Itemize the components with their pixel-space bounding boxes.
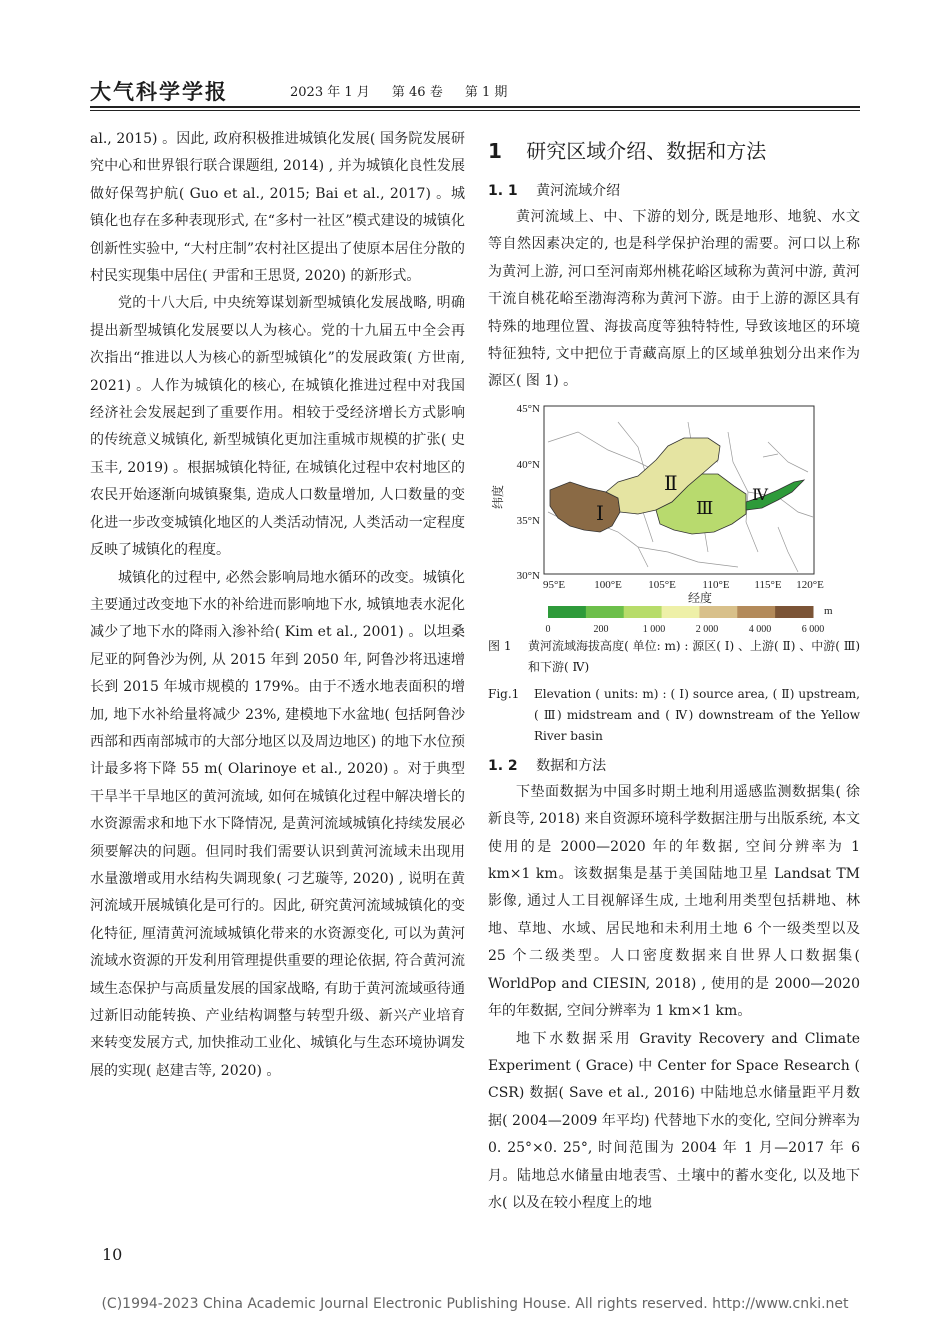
lon-tick: 115°E bbox=[754, 578, 782, 591]
subsection-number: 1. 2 bbox=[488, 757, 518, 774]
lon-tick: 120°E bbox=[796, 578, 824, 591]
x-axis-label: 经度 bbox=[687, 590, 713, 605]
issue-info bbox=[290, 81, 525, 100]
figure-caption-cn bbox=[488, 636, 860, 678]
colorbar bbox=[548, 606, 814, 618]
subsection-number: 1. 1 bbox=[488, 183, 518, 199]
header-rule bbox=[90, 106, 860, 111]
caption-text: 黄河流域海拔高度( 单位: m) : 源区( Ⅰ) 、上游( Ⅱ) 、中游( Ⅲ) 和下游( Ⅳ) bbox=[528, 638, 860, 674]
lon-tick: 110°E bbox=[702, 578, 730, 591]
caption-text: Elevation ( units: m) : ( Ⅰ) source area, ( Ⅱ) upstream, ( Ⅲ) midstream and ( Ⅳ) downstream of the Yellow River basin bbox=[534, 686, 860, 743]
lon-tick: 95°E bbox=[542, 578, 566, 591]
colorbar-tick: 6 000 bbox=[801, 623, 825, 632]
lat-tick: 30°N bbox=[516, 569, 540, 582]
colorbar-segment bbox=[737, 606, 775, 618]
subsection-title-text: 数据和方法 bbox=[536, 757, 607, 774]
region-label-iv: Ⅳ bbox=[752, 484, 768, 504]
lat-tick: 40°N bbox=[516, 458, 540, 471]
colorbar-segment bbox=[662, 606, 700, 618]
figure-elevation-map bbox=[488, 402, 860, 632]
year-month: 2023 年 1 月 bbox=[290, 85, 370, 100]
copyright-footer: (C)1994-2023 China Academic Journal Electronic Publishing House. All rights reserved. http://www.cnki.net bbox=[101, 1296, 849, 1312]
colorbar-unit: m bbox=[824, 604, 833, 617]
paragraph: 城镇化的过程中, 必然会影响局地水循环的改变。城镇化主要通过改变地下水的补给进而影响地下水, 城镇地表水泥化减少了地下水的降雨入渗补给( Kim et al., 2001) 。以坦桑尼亚的阿鲁沙为例, 从 2015 年到 2050 年, 阿鲁沙将迅速增长到 2015 年城市规模的 179%。由于不透水地表面积的增加, 地下水补给量将减少 23%, 建模地下水盆地( 包括阿鲁沙西部和西南部城市的大部分地区以及周边地区) 的地下水位预计最多将下降 55 m( Olarinoye et al., 2020) 。对于典型干旱半干旱地区的黄河流域, 如何在城镇化过程中解决增长的水资源需求和地下水下降情况, 是黄河流域城镇化持续发展必须要解决的问题。但同时我们需要认识到黄河流域未出现用水量激增或用水结构失调现象( 刁艺璇等, 2020) , 说明在黄河流域开展城镇化是可行的。因此, 研究黄河流域城镇化的变化特征, 厘清黄河流域城镇化带来的水资源变化, 可以为黄河流域水资源的开发利用管理提供重要的理论依据, 符合黄河流域生态保护与高质量发展的国家战略, 有助于黄河流域亟待通过新旧动能转换、产业结构调整与转型升级、新兴产业培育来转变发展方式, 加快推动工业化、城镇化与生态环境协调发展的实现( 赵建吉等, 2020) 。 bbox=[90, 569, 465, 1079]
colorbar-tick: 4 000 bbox=[748, 623, 772, 632]
paragraph: al., 2015) 。因此, 政府积极推进城镇化发展( 国务院发展研究中心和世界银行联合课题组, 2014) , 并为城镇化良性发展做好保驾护航( Guo et al., 2015; Bai et al., 2017) 。城镇化也存在多种表现形式, 在“多村一社区”模式建设的城镇化创新性实验中, “大村庄制”农村社区提出了使原本居住分散的村民实现集中居住( 尹雷和王思贤, 2020) 的新形式。 bbox=[90, 131, 465, 285]
section-title-text: 研究区域介绍、数据和方法 bbox=[526, 139, 767, 163]
colorbar-tick: 2 000 bbox=[695, 623, 719, 632]
lat-tick: 35°N bbox=[516, 514, 540, 527]
colorbar-segment bbox=[775, 606, 813, 618]
lon-tick: 105°E bbox=[648, 578, 676, 591]
volume: 第 46 卷 bbox=[391, 85, 443, 100]
figure-caption-en bbox=[488, 684, 860, 747]
colorbar-tick: 0 bbox=[545, 623, 551, 632]
page-header bbox=[90, 76, 860, 106]
caption-label: 图 1 bbox=[488, 638, 512, 653]
colorbar-tick: 1 000 bbox=[642, 623, 666, 632]
right-column bbox=[488, 126, 860, 1217]
lat-tick: 45°N bbox=[516, 402, 540, 415]
caption-label: Fig.1 bbox=[488, 686, 520, 701]
colorbar-segment bbox=[624, 606, 662, 618]
subsection-title bbox=[488, 753, 860, 779]
lon-tick: 100°E bbox=[594, 578, 622, 591]
left-column bbox=[90, 126, 465, 1085]
colorbar-segment bbox=[586, 606, 624, 618]
elevation-map bbox=[488, 402, 860, 632]
colorbar-tick: 200 bbox=[593, 623, 609, 632]
region-label-iii: Ⅲ bbox=[696, 497, 714, 519]
paragraph: 党的十八大后, 中央统筹谋划新型城镇化发展战略, 明确提出新型城镇化发展要以人为核心。党的十九届五中全会再次指出“推进以人为核心的新型城镇化”的发展政策( 方世南, 2021) 。人作为城镇化的核心, 在城镇化推进过程中对我国经济社会发展起到了重要作用。相较于受经济增长方式影响的传统意义城镇化, 新型城镇化更加注重城市规模的扩张( 史玉丰, 2019) 。根据城镇化特征, 在城镇化过程中农村地区的农民开始逐渐向城镇聚集, 造成人口数量增加, 人口数量的变化进一步改变城镇化地区的人类活动情况, 人类活动一定程度反映了城镇化的程度。 bbox=[90, 295, 465, 559]
issue: 第 1 期 bbox=[464, 85, 508, 100]
y-axis-label: 纬度 bbox=[491, 484, 505, 509]
page-number: 10 bbox=[102, 1245, 123, 1264]
section-number: 1 bbox=[488, 139, 502, 163]
paragraph: 黄河流域上、中、下游的划分, 既是地形、地貌、水文等自然因素决定的, 也是科学保护治理的需要。河口以上称为黄河上游, 河口至河南郑州桃花峪区域称为黄河中游, 黄河干流自桃花峪至渤海湾称为黄河下游。由于上游的源区具有特殊的地理位置、海拔高度等独特特性, 导致该地区的环境特征独特, 文中把位于青藏高原上的区域单独划分出来作为源区( 图 1) 。 bbox=[488, 209, 860, 390]
journal-name: 大气科学学报 bbox=[90, 80, 228, 104]
region-label-i: Ⅰ bbox=[596, 500, 604, 525]
paragraph: 下垫面数据为中国多时期土地利用遥感监测数据集( 徐新良等, 2018) 来自资源环境科学数据注册与出版系统, 本文使用的是 2000—2020 年的年数据, 空间分辨率为 1 km×1 km。该数据集是基于美国陆地卫星 Landsat TM 影像, 通过人工目视解译生成, 土地利用类型包括耕地、林地、草地、水域、居民地和未利用土地 6 个一级类型以及 25 个二级类型。人口密度数据来自世界人口数据集( WorldPop and CIESIN, 2018) , 使用的是 2000—2020 年的年数据, 空间分辨率为 1 km×1 km。 bbox=[488, 783, 860, 1020]
subsection-title-text: 黄河流域介绍 bbox=[536, 183, 621, 199]
colorbar-segment bbox=[699, 606, 737, 618]
subsection-title bbox=[488, 178, 860, 204]
region-label-ii: Ⅱ bbox=[664, 470, 678, 495]
section-title bbox=[488, 136, 860, 166]
colorbar-segment bbox=[548, 606, 586, 618]
paragraph: 地下水数据采用 Gravity Recovery and Climate Experiment ( Grace) 中 Center for Space Research ( CSR) 数据( Save et al., 2016) 中陆地总水储量距平月数据( 2004—2009 年平均) 代替地下水的变化, 空间分辨率为 0. 25°×0. 25°, 时间范围为 2004 年 1 月—2017 年 6 月。陆地总水储量由地表雪、土壤中的蓄水变化, 以及地下水( 以及在较小程度上的地 bbox=[488, 1030, 860, 1211]
